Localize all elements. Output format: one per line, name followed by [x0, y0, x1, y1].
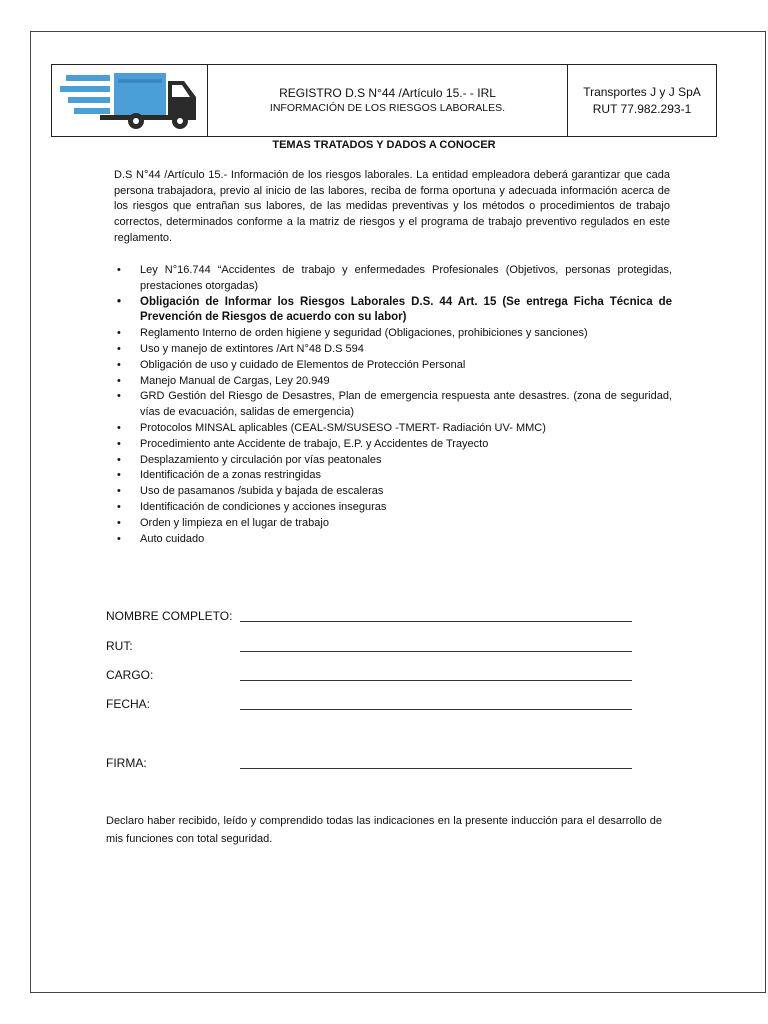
speed-line — [74, 108, 110, 114]
document-title: REGISTRO D.S N°44 /Artículo 15.- - IRL — [279, 86, 496, 100]
delivery-truck-icon — [60, 71, 200, 131]
list-item: • Identificación de a zonas restringidas — [114, 468, 672, 484]
declaration-paragraph: Declaro haber recibido, leído y comprendido todas las indicaciones en la presente inducción para el desarrollo de mis funciones con total seguridad. — [106, 815, 662, 845]
intro-paragraph: D.S N°44 /Artículo 15.- Información de los riesgos laborales. La entidad empleadora deberá garantizar que cada persona trabajadora, previo al inicio de las labores, reciba de forma oportuna y adecuada información acerca de los riesgos que entrañan sus labores, de las medidas preventivas y los métodos o procedimientos de trabajo correctos, determinados conforme a la matriz de riesgos y el programa de trabajo preventivo regulados en este reglamento. — [114, 169, 670, 244]
title-cell — [208, 65, 568, 136]
list-item: • Reglamento Interno de orden higiene y seguridad (Obligaciones, prohibiciones y sanciones) — [114, 326, 672, 342]
list-item: • Protocolos MINSAL aplicables (CEAL-SM/SUSESO -TMERT- Radiación UV- MMC) — [114, 421, 672, 437]
fecha-label: FECHA: — [106, 697, 151, 711]
form-row-fecha — [106, 696, 636, 714]
list-item: • GRD Gestión del Riesgo de Desastres, Plan de emergencia respuesta ante desastres. (zona de seguridad, vías de evacuación, salidas de emergencia) — [114, 389, 672, 421]
rut-field[interactable] — [240, 651, 632, 652]
form-row-rut — [106, 638, 636, 656]
list-item: • Desplazamiento y circulación por vías peatonales — [114, 453, 672, 469]
company-name: Transportes J y J SpA — [583, 84, 701, 99]
list-item: • Obligación de uso y cuidado de Elementos de Protección Personal — [114, 358, 672, 374]
speed-line — [68, 97, 110, 103]
company-cell — [568, 65, 716, 136]
cargo-field[interactable] — [240, 680, 632, 681]
speed-line — [60, 86, 110, 92]
speed-line — [66, 75, 110, 81]
list-item: • Manejo Manual de Cargas, Ley 20.949 — [114, 374, 672, 390]
list-item: • Ley N°16.744 “Accidentes de trabajo y enfermedades Profesionales (Objetivos, personas protegidas, prestaciones otorgadas) — [114, 263, 672, 295]
form-row-nombre — [106, 608, 636, 626]
section-heading: TEMAS TRATADOS Y DADOS A CONOCER — [272, 139, 496, 151]
list-item: • Identificación de condiciones y acciones inseguras — [114, 500, 672, 516]
form-row-cargo — [106, 667, 636, 685]
company-rut: RUT 77.982.293-1 — [592, 101, 692, 116]
list-item: • Uso y manejo de extintores /Art N°48 D.S 594 — [114, 342, 672, 358]
logo-cell — [52, 65, 208, 136]
list-item: • Auto cuidado — [114, 532, 672, 548]
topics-list — [114, 263, 672, 547]
firma-field[interactable] — [240, 768, 632, 769]
nombre-field[interactable] — [240, 621, 632, 622]
cargo-label: CARGO: — [106, 668, 154, 682]
list-item: • Procedimiento ante Accidente de trabajo, E.P. y Accidentes de Trayecto — [114, 437, 672, 453]
firma-label: FIRMA: — [106, 756, 147, 770]
header-table — [51, 64, 717, 137]
list-item: • Obligación de Informar los Riesgos Laborales D.S. 44 Art. 15 (Se entrega Ficha Técnica de Prevención de Riesgos de acuerdo con su labor) — [114, 295, 672, 327]
list-item: • Uso de pasamanos /subida y bajada de escaleras — [114, 484, 672, 500]
document-subtitle: INFORMACIÓN DE LOS RIESGOS LABORALES. — [269, 102, 506, 114]
rut-label: RUT: — [106, 639, 133, 653]
nombre-label: NOMBRE COMPLETO: — [106, 609, 233, 623]
fecha-field[interactable] — [240, 709, 632, 710]
list-item: • Orden y limpieza en el lugar de trabajo — [114, 516, 672, 532]
form-row-firma — [106, 755, 636, 773]
